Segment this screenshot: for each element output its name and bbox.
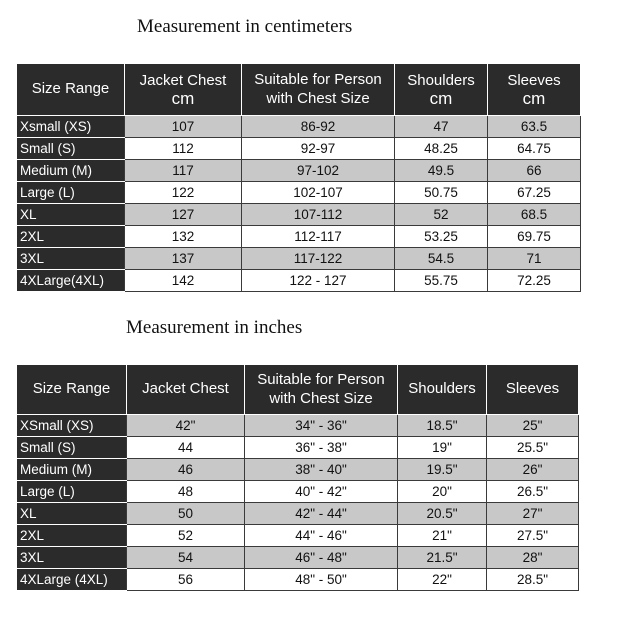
- jacket-chest-value: 142: [125, 270, 242, 292]
- sleeves-value: 67.25: [488, 182, 581, 204]
- shoulders-value: 21": [398, 525, 487, 547]
- header-sleeves: Sleeves: [487, 365, 579, 415]
- table-row: [17, 525, 579, 547]
- table-row: [17, 415, 579, 437]
- table-row: [17, 481, 579, 503]
- shoulders-value: 55.75: [395, 270, 488, 292]
- sleeves-value: 25.5": [487, 437, 579, 459]
- table-row: [17, 226, 581, 248]
- size-label: Large (L): [17, 182, 125, 204]
- sleeves-value: 71: [488, 248, 581, 270]
- table-row: [17, 248, 581, 270]
- size-label: Medium (M): [17, 160, 125, 182]
- size-label: Small (S): [17, 138, 125, 160]
- sleeves-value: 25": [487, 415, 579, 437]
- shoulders-value: 53.25: [395, 226, 488, 248]
- person-chest-range: 97-102: [242, 160, 395, 182]
- sleeves-value: 28.5": [487, 569, 579, 591]
- shoulders-value: 21.5": [398, 547, 487, 569]
- shoulders-value: 49.5: [395, 160, 488, 182]
- sleeves-value: 28": [487, 547, 579, 569]
- table-row: [17, 503, 579, 525]
- sleeves-value: 27.5": [487, 525, 579, 547]
- person-chest-range: 46" - 48": [245, 547, 398, 569]
- person-chest-range: 40" - 42": [245, 481, 398, 503]
- size-label: 2XL: [17, 226, 125, 248]
- sleeves-value: 69.75: [488, 226, 581, 248]
- cm-size-table: [16, 63, 581, 292]
- size-label: 4XLarge(4XL): [17, 270, 125, 292]
- header-person-chest-size: Suitable for Person with Chest Size: [242, 64, 395, 116]
- size-label: Medium (M): [17, 459, 127, 481]
- shoulders-value: 20.5": [398, 503, 487, 525]
- table-row: [17, 160, 581, 182]
- header-jacket-chest: Jacket Chest: [127, 365, 245, 415]
- header-size-range: Size Range: [17, 365, 127, 415]
- size-label: XL: [17, 204, 125, 226]
- jacket-chest-value: 127: [125, 204, 242, 226]
- size-label: 2XL: [17, 525, 127, 547]
- sleeves-value: 64.75: [488, 138, 581, 160]
- table-row: [17, 270, 581, 292]
- table-row: [17, 182, 581, 204]
- inch-table-caption: Measurement in inches: [126, 317, 303, 338]
- sleeves-value: 72.25: [488, 270, 581, 292]
- sleeves-value: 26": [487, 459, 579, 481]
- sleeves-value: 66: [488, 160, 581, 182]
- size-label: 3XL: [17, 248, 125, 270]
- shoulders-value: 20": [398, 481, 487, 503]
- person-chest-range: 42" - 44": [245, 503, 398, 525]
- jacket-chest-value: 132: [125, 226, 242, 248]
- person-chest-range: 36" - 38": [245, 437, 398, 459]
- sleeves-value: 26.5": [487, 481, 579, 503]
- header-sleeves: Sleeves cm: [488, 64, 581, 116]
- shoulders-value: 47: [395, 116, 488, 138]
- table-row: [17, 138, 581, 160]
- shoulders-value: 18.5": [398, 415, 487, 437]
- jacket-chest-value: 56: [127, 569, 245, 591]
- sleeves-value: 27": [487, 503, 579, 525]
- shoulders-value: 48.25: [395, 138, 488, 160]
- header-size-range: Size Range: [17, 64, 125, 116]
- size-label: 4XLarge (4XL): [17, 569, 127, 591]
- table-row: [17, 569, 579, 591]
- table-row: [17, 116, 581, 138]
- jacket-chest-value: 52: [127, 525, 245, 547]
- jacket-chest-value: 117: [125, 160, 242, 182]
- person-chest-range: 86-92: [242, 116, 395, 138]
- inch-header-row: [17, 365, 579, 415]
- table-row: [17, 459, 579, 481]
- header-shoulders: Shoulders: [398, 365, 487, 415]
- table-row: [17, 547, 579, 569]
- person-chest-range: 48" - 50": [245, 569, 398, 591]
- person-chest-range: 102-107: [242, 182, 395, 204]
- person-chest-range: 44" - 46": [245, 525, 398, 547]
- jacket-chest-value: 107: [125, 116, 242, 138]
- size-label: XL: [17, 503, 127, 525]
- shoulders-value: 50.75: [395, 182, 488, 204]
- cm-header-row: [17, 64, 581, 116]
- person-chest-range: 122 - 127: [242, 270, 395, 292]
- shoulders-value: 22": [398, 569, 487, 591]
- jacket-chest-value: 48: [127, 481, 245, 503]
- person-chest-range: 117-122: [242, 248, 395, 270]
- sleeves-value: 68.5: [488, 204, 581, 226]
- jacket-chest-value: 50: [127, 503, 245, 525]
- jacket-chest-value: 42": [127, 415, 245, 437]
- header-shoulders: Shoulders cm: [395, 64, 488, 116]
- header-jacket-chest: Jacket Chest cm: [125, 64, 242, 116]
- jacket-chest-value: 54: [127, 547, 245, 569]
- jacket-chest-value: 44: [127, 437, 245, 459]
- person-chest-range: 34" - 36": [245, 415, 398, 437]
- cm-table-caption: Measurement in centimeters: [137, 16, 353, 37]
- person-chest-range: 112-117: [242, 226, 395, 248]
- header-person-chest-size: Suitable for Person with Chest Size: [245, 365, 398, 415]
- table-row: [17, 437, 579, 459]
- jacket-chest-value: 46: [127, 459, 245, 481]
- jacket-chest-value: 137: [125, 248, 242, 270]
- shoulders-value: 19.5": [398, 459, 487, 481]
- size-label: Xsmall (XS): [17, 116, 125, 138]
- inch-size-table: [16, 364, 579, 591]
- person-chest-range: 107-112: [242, 204, 395, 226]
- person-chest-range: 92-97: [242, 138, 395, 160]
- size-label: Large (L): [17, 481, 127, 503]
- shoulders-value: 52: [395, 204, 488, 226]
- size-label: XSmall (XS): [17, 415, 127, 437]
- jacket-chest-value: 112: [125, 138, 242, 160]
- size-label: 3XL: [17, 547, 127, 569]
- sleeves-value: 63.5: [488, 116, 581, 138]
- person-chest-range: 38" - 40": [245, 459, 398, 481]
- table-row: [17, 204, 581, 226]
- size-label: Small (S): [17, 437, 127, 459]
- shoulders-value: 19": [398, 437, 487, 459]
- jacket-chest-value: 122: [125, 182, 242, 204]
- shoulders-value: 54.5: [395, 248, 488, 270]
